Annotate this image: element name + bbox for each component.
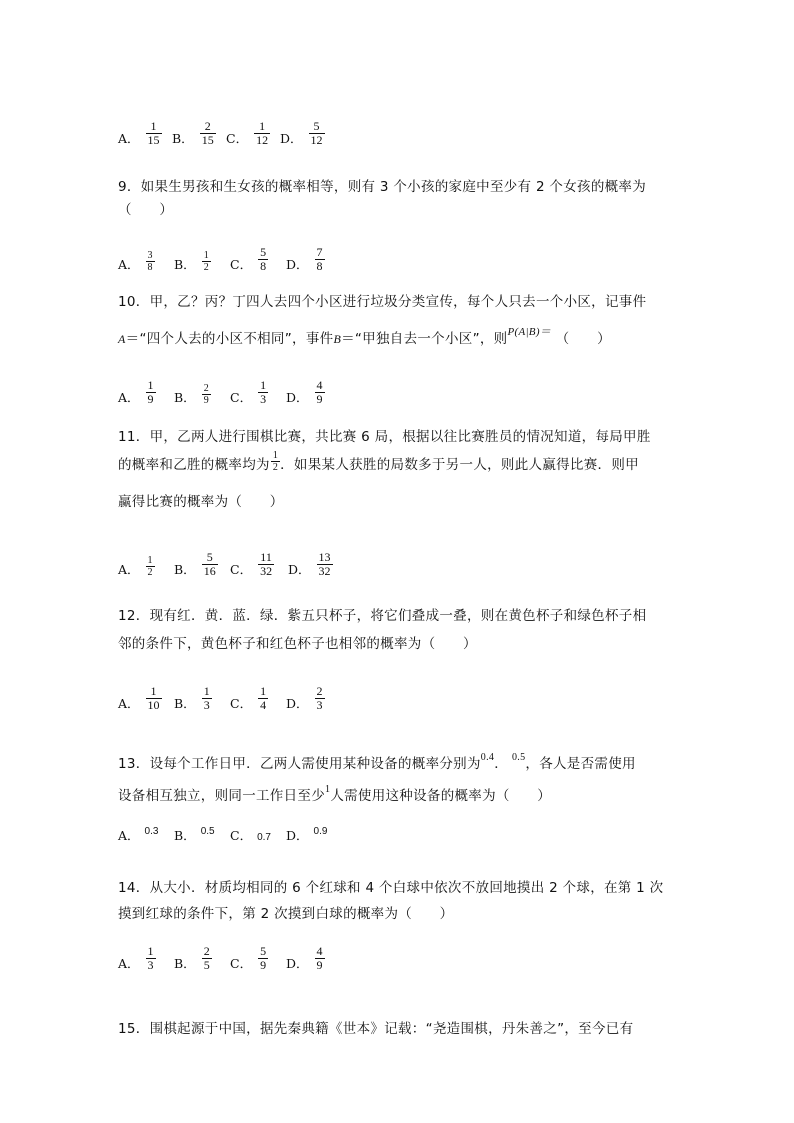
- q13-option-c: C． 0.7: [230, 828, 271, 843]
- q10-stem-line2: A＝“四个人去的小区不相同”，事件B＝“甲独自去一个小区”，则$^{P(A|B)=}$ （ ）: [118, 326, 611, 347]
- fraction: $\frac{2}{15}$: [201, 119, 214, 147]
- q9-option-a: A． $\frac{3}{8}$: [118, 250, 153, 273]
- fraction: $\frac{5}{9}$: [260, 944, 267, 972]
- q12-option-b: B． $\frac{1}{3}$: [174, 684, 210, 712]
- q8-option-b: B． $\frac{2}{15}$: [172, 119, 214, 147]
- fraction: $\frac{11}{32}$: [260, 550, 273, 578]
- q12-option-a: A． $\frac{1}{10}$: [118, 684, 160, 712]
- q9-option-c: C． $\frac{5}{8}$: [230, 245, 267, 273]
- fraction: $\frac{5}{8}$: [260, 245, 267, 273]
- q9-option-d: D． $\frac{7}{8}$: [286, 245, 323, 273]
- q9-stem-line2: （ ）: [118, 202, 174, 218]
- q8-option-a: A． $\frac{1}{15}$: [118, 119, 160, 147]
- fraction: $\frac{1}{2}$: [272, 450, 279, 473]
- q14-option-c: C． $\frac{5}{9}$: [230, 944, 267, 972]
- fraction: $\frac{2}{5}$: [203, 944, 210, 972]
- fraction: $\frac{5}{16}$: [203, 550, 216, 578]
- q14-option-d: D． $\frac{4}{9}$: [286, 944, 323, 972]
- fraction: $\frac{1}{15}$: [147, 119, 160, 147]
- q10-option-a: A． $\frac{1}{9}$: [118, 378, 154, 406]
- fraction: $\frac{5}{12}$: [310, 119, 323, 147]
- fraction: $\frac{2}{3}$: [316, 684, 323, 712]
- fraction: $\frac{3}{8}$: [147, 250, 153, 273]
- q13-stem-line2: 设备相互独立，则同一工作日至少$^1$人需使用这种设备的概率为（ ）: [118, 784, 552, 804]
- q12-option-c: C． $\frac{1}{4}$: [230, 684, 267, 712]
- q10-stem-line1: 10．甲，乙？丙？丁四人去四个小区进行垃圾分类宣传，每个人只去一个小区，记事件: [118, 294, 647, 310]
- q11-option-a: A． $\frac{1}{2}$: [118, 555, 153, 578]
- q11-option-b: B． $\frac{5}{16}$: [174, 550, 216, 578]
- fraction: $\frac{1}{2}$: [203, 250, 209, 273]
- fraction: $\frac{1}{3}$: [147, 944, 154, 972]
- q15-stem-line1: 15．围棋起源于中国，据先秦典籍《世本》记载：“尧造围棋，丹朱善之”，至今已有: [118, 1021, 634, 1037]
- q11-stem-line2: 的概率和乙胜的概率均为 $\frac{1}{2}$ ．如果某人获胜的局数多于另一人，则此人赢得比赛．则甲: [118, 450, 639, 473]
- fraction: $\frac{1}{12}$: [256, 119, 269, 147]
- fraction: $\frac{1}{10}$: [147, 684, 160, 712]
- fraction: $\frac{7}{8}$: [316, 245, 323, 273]
- fraction: $\frac{1}{3}$: [203, 684, 210, 712]
- fraction: $\frac{4}{9}$: [316, 944, 323, 972]
- q11-option-c: C． $\frac{11}{32}$: [230, 550, 273, 578]
- q10-option-c: C． $\frac{1}{3}$: [230, 378, 267, 406]
- q14-option-a: A． $\frac{1}{3}$: [118, 944, 154, 972]
- q13-option-b: B． $^{0.5}$: [174, 826, 215, 843]
- fraction: $\frac{1}{2}$: [147, 555, 153, 578]
- q8-option-c: C． $\frac{1}{12}$: [226, 119, 269, 147]
- q11-option-d: D． $\frac{13}{32}$: [288, 550, 331, 578]
- q10-option-b: B． $\frac{2}{9}$: [174, 383, 209, 406]
- q14-stem-line1: 14．从大小．材质均相同的 6 个红球和 4 个白球中依次不放回地摸出 2 个球，在第 1 次: [118, 880, 664, 896]
- fraction: $\frac{1}{3}$: [260, 378, 267, 406]
- q13-stem-line1: 13．设每个工作日甲．乙两人需使用某种设备的概率分别为$^{0.4}$． $^{0.5}$，各人是否需使用: [118, 752, 636, 772]
- q11-stem-line1: 11．甲，乙两人进行围棋比赛，共比赛 6 局，根据以往比赛胜员的情况知道，每局甲胜: [118, 429, 651, 445]
- q11-stem-line3: 赢得比赛的概率为（ ）: [118, 494, 284, 510]
- q9-option-b: B． $\frac{1}{2}$: [174, 250, 209, 273]
- q10-option-d: D． $\frac{4}{9}$: [286, 378, 323, 406]
- fraction: $\frac{1}{9}$: [147, 378, 154, 406]
- fraction: $\frac{13}{32}$: [318, 550, 331, 578]
- q14-stem-line2: 摸到红球的条件下，第 2 次摸到白球的概率为（ ）: [118, 906, 454, 922]
- q8-option-d: D． $\frac{5}{12}$: [280, 119, 323, 147]
- q13-option-a: A． $^{0.3}$: [118, 826, 159, 843]
- q14-option-b: B． $\frac{2}{5}$: [174, 944, 210, 972]
- q12-stem-line1: 12．现有红．黄．蓝．绿．紫五只杯子，将它们叠成一叠，则在黄色杯子和绿色杯子相: [118, 608, 647, 624]
- fraction: $\frac{1}{4}$: [260, 684, 267, 712]
- q12-option-d: D． $\frac{2}{3}$: [286, 684, 323, 712]
- fraction: $\frac{2}{9}$: [203, 383, 209, 406]
- q13-option-d: D． $^{0.9}$: [286, 826, 328, 843]
- fraction: $\frac{4}{9}$: [316, 378, 323, 406]
- q9-stem-line1: 9．如果生男孩和生女孩的概率相等，则有 3 个小孩的家庭中至少有 2 个女孩的概率为: [118, 179, 647, 195]
- q12-stem-line2: 邻的条件下，黄色杯子和红色杯子也相邻的概率为（ ）: [118, 636, 477, 652]
